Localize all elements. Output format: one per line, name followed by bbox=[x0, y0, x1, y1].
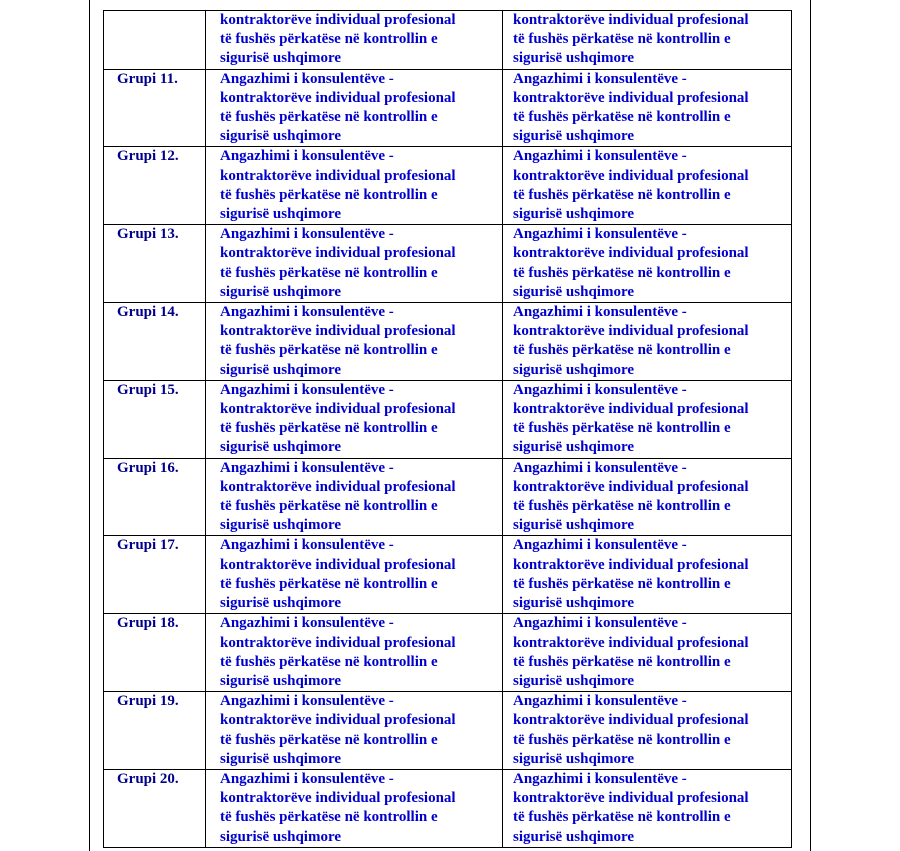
description-line: sigurisë ushqimore bbox=[220, 128, 341, 145]
description-line: sigurisë ushqimore bbox=[220, 828, 341, 845]
description-line: të fushës përkatëse në kontrollin e bbox=[220, 264, 438, 281]
table-row bbox=[104, 225, 792, 303]
description2-line: të fushës përkatëse në kontrollin e bbox=[513, 342, 731, 359]
description-line: të fushës përkatëse në kontrollin e bbox=[220, 31, 438, 48]
description-cell bbox=[206, 225, 503, 303]
description-line: kontraktorëve individual profesional bbox=[220, 712, 456, 729]
description-line: kontraktorëve individual profesional bbox=[220, 245, 456, 262]
description-line: sigurisë ushqimore bbox=[220, 517, 341, 534]
description-cell bbox=[206, 303, 503, 381]
description-line: Angazhimi i konsulentëve - bbox=[220, 615, 394, 632]
group-cell: Grupi 12. bbox=[104, 147, 206, 225]
description2-line: sigurisë ushqimore bbox=[513, 439, 634, 456]
description2-cell bbox=[503, 536, 792, 614]
description2-line: Angazhimi i konsulentëve - bbox=[513, 770, 687, 787]
description-line: sigurisë ushqimore bbox=[220, 283, 341, 300]
description-line: kontraktorëve individual profesional bbox=[220, 89, 456, 106]
description-line: të fushës përkatëse në kontrollin e bbox=[220, 420, 438, 437]
description-line: sigurisë ushqimore bbox=[220, 439, 341, 456]
page-border-left bbox=[89, 0, 90, 851]
description-line: sigurisë ushqimore bbox=[220, 206, 341, 223]
description-cell bbox=[206, 614, 503, 692]
group-cell: Grupi 11. bbox=[104, 69, 206, 147]
description-line: të fushës përkatëse në kontrollin e bbox=[220, 186, 438, 203]
description2-line: të fushës përkatëse në kontrollin e bbox=[513, 264, 731, 281]
description2-line: Angazhimi i konsulentëve - bbox=[513, 537, 687, 554]
description2-line: të fushës përkatëse në kontrollin e bbox=[513, 809, 731, 826]
description-line: kontraktorëve individual profesional bbox=[220, 167, 456, 184]
group-cell: Grupi 20. bbox=[104, 769, 206, 847]
description-line: kontraktorëve individual profesional bbox=[220, 790, 456, 807]
table-row bbox=[104, 303, 792, 381]
description2-line: kontraktorëve individual profesional bbox=[513, 12, 749, 28]
description2-line: të fushës përkatëse në kontrollin e bbox=[513, 420, 731, 437]
description2-line: kontraktorëve individual profesional bbox=[513, 89, 749, 106]
description-line: Angazhimi i konsulentëve - bbox=[220, 226, 394, 243]
description-cell bbox=[206, 769, 503, 847]
description2-line: Angazhimi i konsulentëve - bbox=[513, 381, 687, 398]
table-row bbox=[104, 536, 792, 614]
description-cell bbox=[206, 458, 503, 536]
description2-line: Angazhimi i konsulentëve - bbox=[513, 693, 687, 710]
page-border-right bbox=[810, 0, 811, 851]
description2-line: sigurisë ushqimore bbox=[513, 361, 634, 378]
description-line: kontraktorëve individual profesional bbox=[220, 323, 456, 340]
group-cell: Grupi 15. bbox=[104, 380, 206, 458]
description2-line: të fushës përkatëse në kontrollin e bbox=[513, 653, 731, 670]
table-row bbox=[104, 692, 792, 770]
description2-cell bbox=[503, 147, 792, 225]
groups-table bbox=[103, 10, 792, 848]
description-line: të fushës përkatëse në kontrollin e bbox=[220, 653, 438, 670]
group-cell: Grupi 14. bbox=[104, 303, 206, 381]
description-line: të fushës përkatëse në kontrollin e bbox=[220, 109, 438, 126]
description-line: sigurisë ushqimore bbox=[220, 595, 341, 612]
description2-cell bbox=[503, 614, 792, 692]
description2-cell bbox=[503, 692, 792, 770]
table-row bbox=[104, 147, 792, 225]
description-line: Angazhimi i konsulentëve - bbox=[220, 148, 394, 165]
description-line: sigurisë ushqimore bbox=[220, 672, 341, 689]
description-line: Angazhimi i konsulentëve - bbox=[220, 537, 394, 554]
description-cell bbox=[206, 11, 503, 70]
description2-cell bbox=[503, 225, 792, 303]
description2-line: Angazhimi i konsulentëve - bbox=[513, 304, 687, 321]
description2-line: kontraktorëve individual profesional bbox=[513, 401, 749, 418]
description2-line: kontraktorëve individual profesional bbox=[513, 634, 749, 651]
description-line: kontraktorëve individual profesional bbox=[220, 401, 456, 418]
description-line: Angazhimi i konsulentëve - bbox=[220, 770, 394, 787]
description-line: kontraktorëve individual profesional bbox=[220, 12, 456, 28]
table-row bbox=[104, 614, 792, 692]
description-line: Angazhimi i konsulentëve - bbox=[220, 381, 394, 398]
description2-line: kontraktorëve individual profesional bbox=[513, 556, 749, 573]
description-line: kontraktorëve individual profesional bbox=[220, 556, 456, 573]
description-cell bbox=[206, 147, 503, 225]
description2-line: kontraktorëve individual profesional bbox=[513, 167, 749, 184]
description2-line: Angazhimi i konsulentëve - bbox=[513, 70, 687, 87]
description-line: të fushës përkatëse në kontrollin e bbox=[220, 498, 438, 515]
group-cell: Grupi 19. bbox=[104, 692, 206, 770]
description2-line: të fushës përkatëse në kontrollin e bbox=[513, 498, 731, 515]
group-cell: Grupi 13. bbox=[104, 225, 206, 303]
description-line: kontraktorëve individual profesional bbox=[220, 634, 456, 651]
description2-line: kontraktorëve individual profesional bbox=[513, 712, 749, 729]
description2-line: sigurisë ushqimore bbox=[513, 750, 634, 767]
description2-line: sigurisë ushqimore bbox=[513, 595, 634, 612]
description2-cell bbox=[503, 69, 792, 147]
table-row bbox=[104, 11, 792, 70]
description2-line: të fushës përkatëse në kontrollin e bbox=[513, 731, 731, 748]
description2-line: kontraktorëve individual profesional bbox=[513, 245, 749, 262]
description-cell bbox=[206, 536, 503, 614]
description2-line: të fushës përkatëse në kontrollin e bbox=[513, 31, 731, 48]
description2-line: kontraktorëve individual profesional bbox=[513, 790, 749, 807]
description2-line: Angazhimi i konsulentëve - bbox=[513, 615, 687, 632]
groups-table-body bbox=[104, 11, 792, 848]
description-line: Angazhimi i konsulentëve - bbox=[220, 693, 394, 710]
description-line: të fushës përkatëse në kontrollin e bbox=[220, 342, 438, 359]
description-line: të fushës përkatëse në kontrollin e bbox=[220, 575, 438, 592]
group-cell: Grupi 16. bbox=[104, 458, 206, 536]
group-cell: Grupi 17. bbox=[104, 536, 206, 614]
description2-cell bbox=[503, 458, 792, 536]
description2-cell bbox=[503, 303, 792, 381]
description-cell bbox=[206, 692, 503, 770]
description2-line: kontraktorëve individual profesional bbox=[513, 478, 749, 495]
group-cell: Grupi 18. bbox=[104, 614, 206, 692]
description2-line: sigurisë ushqimore bbox=[513, 517, 634, 534]
description2-line: Angazhimi i konsulentëve - bbox=[513, 459, 687, 476]
description2-line: sigurisë ushqimore bbox=[513, 672, 634, 689]
description-line: sigurisë ushqimore bbox=[220, 361, 341, 378]
table-row bbox=[104, 458, 792, 536]
description2-line: sigurisë ushqimore bbox=[513, 283, 634, 300]
description2-line: Angazhimi i konsulentëve - bbox=[513, 148, 687, 165]
description-line: Angazhimi i konsulentëve - bbox=[220, 459, 394, 476]
description2-cell bbox=[503, 769, 792, 847]
description-line: kontraktorëve individual profesional bbox=[220, 478, 456, 495]
table-row bbox=[104, 69, 792, 147]
description-line: sigurisë ushqimore bbox=[220, 750, 341, 767]
table-row bbox=[104, 380, 792, 458]
description-cell bbox=[206, 69, 503, 147]
description2-line: kontraktorëve individual profesional bbox=[513, 323, 749, 340]
description-line: sigurisë ushqimore bbox=[220, 50, 341, 67]
description2-line: Angazhimi i konsulentëve - bbox=[513, 226, 687, 243]
table-row bbox=[104, 769, 792, 847]
description2-line: sigurisë ushqimore bbox=[513, 128, 634, 145]
description2-line: të fushës përkatëse në kontrollin e bbox=[513, 186, 731, 203]
description-cell bbox=[206, 380, 503, 458]
description2-line: të fushës përkatëse në kontrollin e bbox=[513, 109, 731, 126]
description2-cell bbox=[503, 380, 792, 458]
description2-line: sigurisë ushqimore bbox=[513, 828, 634, 845]
description2-cell bbox=[503, 11, 792, 70]
description-line: të fushës përkatëse në kontrollin e bbox=[220, 731, 438, 748]
description2-line: sigurisë ushqimore bbox=[513, 206, 634, 223]
description-line: të fushës përkatëse në kontrollin e bbox=[220, 809, 438, 826]
description2-line: sigurisë ushqimore bbox=[513, 50, 634, 67]
description2-line: të fushës përkatëse në kontrollin e bbox=[513, 575, 731, 592]
description-line: Angazhimi i konsulentëve - bbox=[220, 70, 394, 87]
description-line: Angazhimi i konsulentëve - bbox=[220, 304, 394, 321]
group-cell bbox=[104, 11, 206, 70]
